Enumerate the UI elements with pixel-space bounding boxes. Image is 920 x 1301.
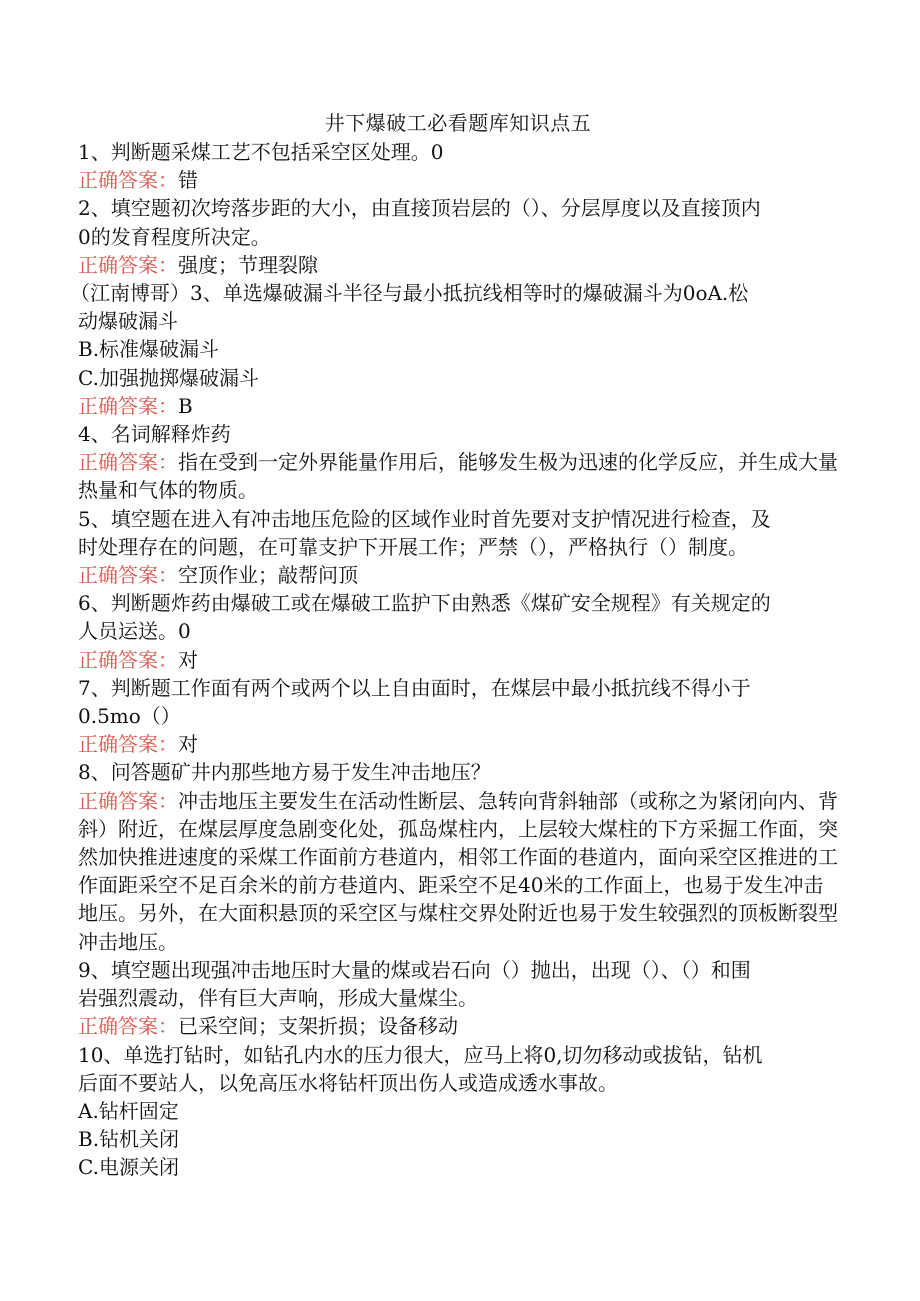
answer-label: 正确答案： [78,252,178,277]
question-4: 4、名词解释炸药 [78,422,231,447]
answer-label: 正确答案： [78,393,178,418]
answer-4 [78,448,838,504]
question-8: 8、问答题矿井内那些地方易于发生冲击地压？ [78,760,491,785]
answer-8 [78,787,838,956]
question-10-option-b: B.钻机关闭 [78,1127,180,1152]
answer-label: 正确答案： [78,450,178,475]
question-2-line-2: 0的发育程度所决定。 [78,224,271,249]
answer-7 [78,730,838,758]
question-2-line-1: 2、填空题初次垮落步距的大小，由直接顶岩层的（）、分层厚度以及直接顶内 [78,196,761,221]
answer-3-text: B [178,393,193,418]
question-5-line-1: 5、填空题在进入有冲击地压危险的区域作业时首先要对支护情况进行检查，及 [78,506,771,531]
question-3-line-1: （江南博哥）3、单选爆破漏斗半径与最小抵抗线相等时的爆破漏斗为0oA.松 [70,281,749,306]
answer-8-text: 冲击地压主要发生在活动性断层、急转向背斜轴部（或称之为紧闭向内、背斜）附近，在煤层厚度急剧变化处，孤岛煤柱内，上层较大煤柱的下方采掘工作面，突然加快推进速度的采煤工作面前方巷道内，相邻工作面的巷道内，面向采空区推进的工作面距采空不足百余米的前方巷道内、距采空不足40米的工作面上，也易于发生冲击地压。另外，在大面积悬顶的采空区与煤柱交界处附近也易于发生较强烈的顶板断裂型冲击地压。 [78,788,838,954]
answer-5-text: 空顶作业；敲帮问顶 [178,563,358,588]
question-3-option-c: C.加强抛掷爆破漏斗 [78,365,259,390]
answer-label: 正确答案： [78,168,178,193]
question-9-line-1: 9、填空题出现强冲击地压时大量的煤或岩石向（）抛出，出现（）、（）和围 [78,957,751,982]
answer-label: 正确答案： [78,788,178,813]
answer-6 [78,646,838,674]
answer-3 [78,392,838,420]
question-6-line-2: 人员运送。0 [78,619,191,644]
question-10-option-c: C.电源关闭 [78,1155,179,1180]
answer-2-text: 强度；节理裂隙 [178,252,318,277]
answer-1-text: 错 [178,168,198,193]
answer-label: 正确答案： [78,647,178,672]
answer-7-text: 对 [178,732,198,757]
question-6-line-1: 6、判断题炸药由爆破工或在爆破工监护下由熟悉《煤矿安全规程》有关规定的 [78,591,771,616]
answer-5 [78,561,838,589]
question-1: 1、判断题采煤工艺不包括采空区处理。0 [78,140,444,164]
question-5-line-2: 时处理存在的问题，在可靠支护下开展工作；严禁（），严格执行（）制度。 [78,534,748,559]
answer-6-text: 对 [178,647,198,672]
answer-1 [78,166,838,194]
answer-2 [78,251,838,279]
answer-label: 正确答案： [78,1014,178,1039]
question-10-option-a: A.钻杆固定 [78,1098,179,1123]
answer-4-text: 指在受到一定外界能量作用后，能够发生极为迅速的化学反应，并生成大量热量和气体的物质。 [78,450,838,503]
page-title: 井下爆破工必看题库知识点五 [324,111,592,135]
answer-9 [78,1012,838,1040]
question-10-line-1: 10、单选打钻时，如钻孔内水的压力很大，应马上将0,切勿移动或拔钻，钻机 [78,1042,763,1067]
question-7-line-2: 0.5mo（） [78,704,181,729]
question-10-line-2: 后面不要站人，以免高压水将钻杆顶出伤人或造成透水事故。 [78,1070,618,1095]
answer-9-text: 已采空间；支架折损；设备移动 [178,1014,458,1039]
question-3-option-b: B.标准爆破漏斗 [78,337,220,362]
answer-label: 正确答案： [78,563,178,588]
question-3-line-2: 动爆破漏斗 [78,309,178,334]
answer-label: 正确答案： [78,732,178,757]
question-9-line-2: 岩强烈震动，伴有巨大声响，形成大量煤尘。 [78,986,478,1011]
question-7-line-1: 7、判断题工作面有两个或两个以上自由面时，在煤层中最小抵抗线不得小于 [78,675,751,700]
